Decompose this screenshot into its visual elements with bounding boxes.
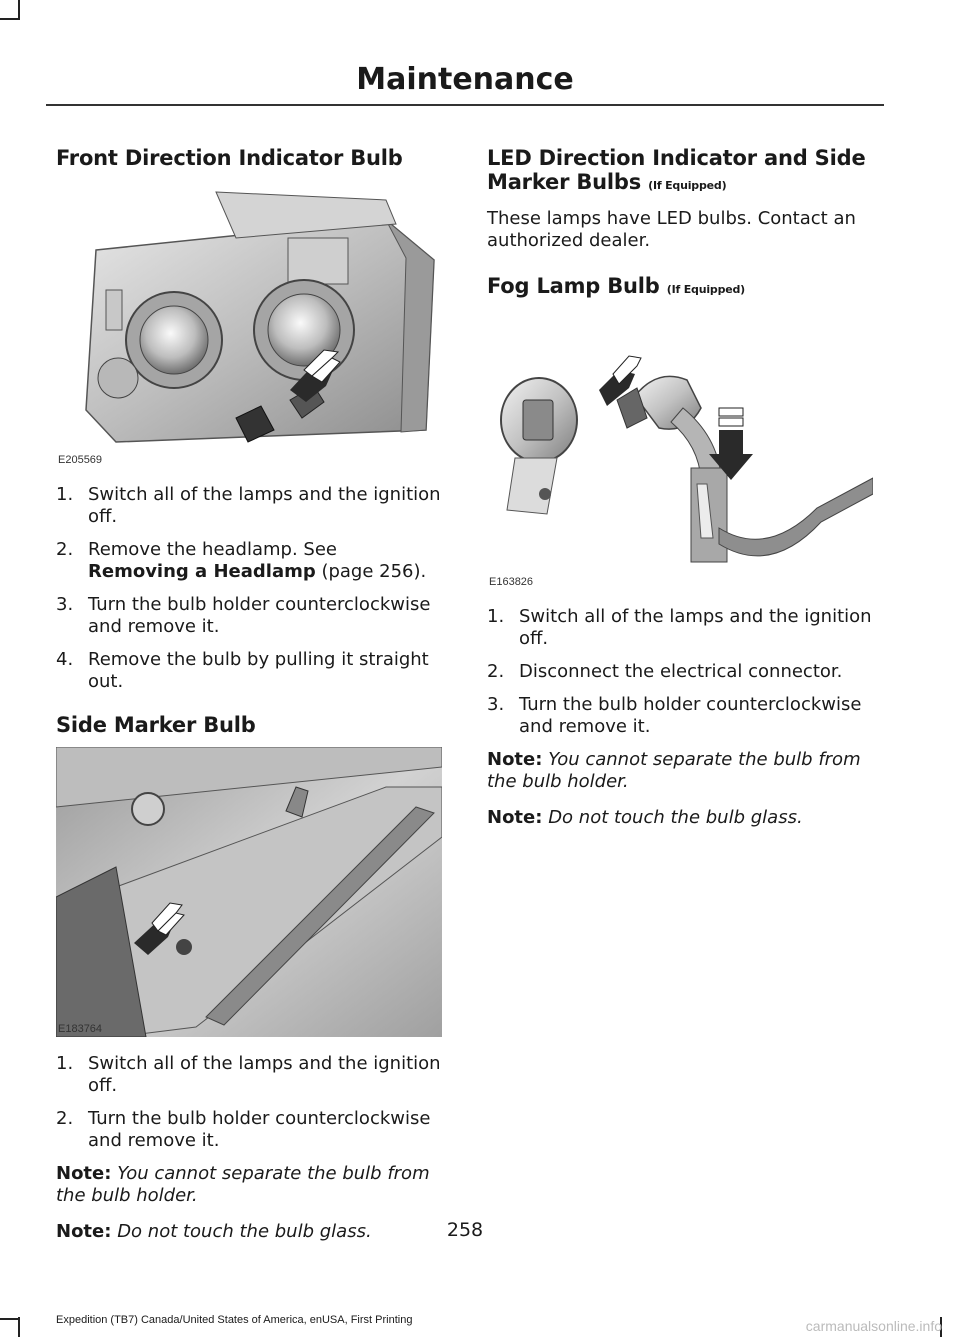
crop-mark — [0, 18, 20, 20]
crop-mark — [18, 0, 20, 20]
list-item: 1. Switch all of the lamps and the ignition off. — [56, 484, 441, 528]
left-column — [56, 146, 450, 1257]
list-item: 1. Switch all of the lamps and the ignition off. — [487, 606, 872, 650]
fog-lamp-illustration — [487, 308, 873, 590]
figure-code: E205569 — [58, 454, 103, 467]
headlamp-illustration — [56, 180, 442, 468]
headlamp-drawing — [56, 180, 442, 468]
side-marker-illustration — [56, 747, 442, 1037]
list-item: 2. Disconnect the electrical connector. — [487, 661, 843, 683]
side-marker-drawing — [56, 747, 442, 1037]
section-heading-side-marker: Side Marker Bulb — [56, 712, 256, 737]
front-indicator-steps — [56, 484, 450, 693]
list-item: 4. Remove the bulb by pulling it straight out. — [56, 648, 429, 692]
note: Note: You cannot separate the bulb from the bulb holder. — [487, 749, 861, 793]
note: Note: You cannot separate the bulb from the bulb holder. — [56, 1162, 430, 1206]
watermark: carmanualsonline.info — [805, 1318, 942, 1334]
note: Note: Do not touch the bulb glass. — [56, 1220, 372, 1242]
edition-footer: Expedition (TB7) Canada/United States of America, enUSA, First Printing — [56, 1314, 413, 1326]
section-heading-front-indicator: Front Direction Indicator Bulb — [56, 146, 403, 170]
page-number: 258 — [446, 1219, 484, 1241]
header-divider — [46, 104, 884, 106]
figure-code: E163826 — [489, 576, 534, 589]
section-heading-led: LED Direction Indicator and Side Marker Bulbs (If Equipped) — [487, 146, 866, 195]
note: Note: Do not touch the bulb glass. — [487, 807, 803, 828]
fog-lamp-steps — [487, 606, 881, 738]
led-description: These lamps have LED bulbs. Contact an authorized dealer. — [487, 208, 856, 252]
figure-code: E183764 — [58, 1022, 103, 1035]
list-item: 3. Turn the bulb holder counterclockwise and remove it. — [487, 694, 862, 738]
side-marker-steps — [56, 1053, 450, 1152]
list-item: 3. Turn the bulb holder counterclockwise and remove it. — [56, 593, 431, 637]
cross-reference-link[interactable]: Removing a Headlamp — [88, 561, 316, 582]
list-item: 2. Turn the bulb holder counterclockwise and remove it. — [56, 1107, 431, 1151]
page-title: Maintenance — [356, 62, 574, 97]
list-item: 1. Switch all of the lamps and the ignition off. — [56, 1052, 441, 1096]
fog-lamp-drawing — [487, 308, 873, 590]
crop-mark — [0, 1318, 20, 1320]
list-item: 2. Remove the headlamp. See Removing a Headlamp (page 256). — [56, 539, 427, 582]
section-heading-fog-lamp: Fog Lamp Bulb (If Equipped) — [487, 274, 746, 299]
right-column — [487, 146, 881, 843]
crop-mark — [18, 1317, 20, 1337]
